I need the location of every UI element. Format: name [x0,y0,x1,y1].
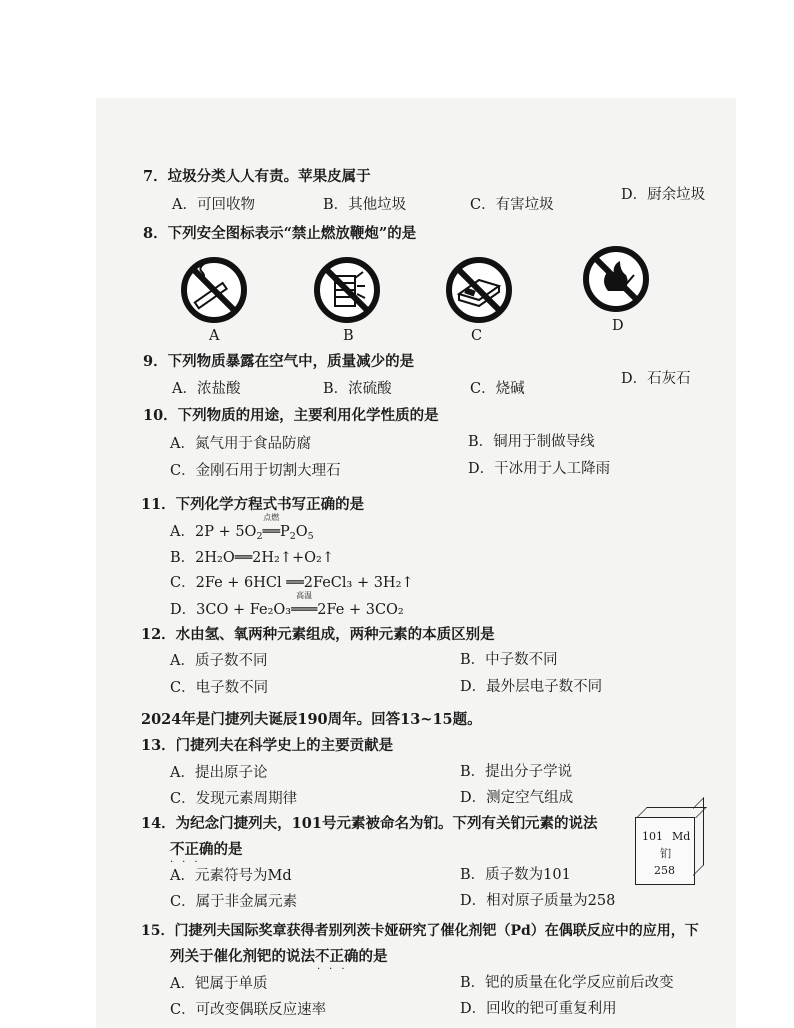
q8-label-c: C [471,328,483,344]
q10-option-a: A．氮气用于食品防腐 [170,436,311,452]
q9-stem: 9．下列物质暴露在空气中，质量减少的是 [143,353,415,370]
q11-d-condition: 高温 [296,591,313,600]
element-symbol: Md [672,830,691,843]
no-smoking-icon [180,256,248,324]
q11-option-b: B．2H₂O══2H₂↑+O₂↑ [170,550,335,566]
q15-option-a: A．钯属于单质 [170,976,268,992]
no-firecrackers-icon [313,256,381,324]
q13-option-b: B．提出分子学说 [460,764,573,780]
q11-a-condition: 点燃 [263,513,280,522]
q13-option-d: D．测定空气组成 [460,790,574,806]
q12-option-b: B．中子数不同 [460,652,558,668]
q11-stem: 11．下列化学方程式书写正确的是 [141,496,365,513]
q14-option-d: D．相对原子质量为258 [460,893,616,909]
q11-option-d: D．3CO + Fe₂O₃ 高温 ═══2Fe + 3CO₂ [170,591,404,618]
q12-option-d: D．最外层电子数不同 [460,679,603,695]
q9-option-c: C．烧碱 [470,381,525,397]
q15-option-d: D．回收的钯可重复利用 [460,1001,617,1017]
q11-option-a: A．$2P + 5O_2$ 点燃 $══P_2O_5$ [170,513,314,542]
q15-stem-line2: 列关于催化剂钯的说法不正确的是 [170,948,388,965]
element-card-md [635,817,695,885]
q10-option-b: B．铜用于制做导线 [468,434,595,450]
q9-option-d: D．石灰石 [621,371,691,387]
q8-stem: 8．下列安全图标表示“禁止燃放鞭炮”的是 [143,225,417,242]
q15-stem: 15．门捷列夫国际奖章获得者别列茨卡娅研究了催化剂钯（Pd）在偶联反应中的应用，下 [141,923,699,939]
no-open-flame-icon [582,245,650,313]
q7-option-b: B．其他垃圾 [323,197,407,213]
q15-option-c: C．可改变偶联反应速率 [170,1002,327,1018]
section-intro: 2024年是门捷列夫诞辰190周年。回答13~15题。 [141,711,482,728]
emphasis-dots-q15: ··· [317,964,354,975]
q14-option-c: C．属于非金属元素 [170,894,298,910]
q11-option-c: C．2Fe + 6HCl ══2FeCl₃ + 3H₂↑ [170,575,414,591]
q15-option-b: B．钯的质量在化学反应前后改变 [460,975,674,991]
q9-option-a: A．浓盐酸 [172,381,241,397]
q8-label-d: D [612,318,624,334]
q12-stem: 12．水由氢、氧两种元素组成，两种元素的本质区别是 [141,626,495,643]
q7-option-d: D．厨余垃圾 [621,187,706,203]
q14-option-b: B．质子数为101 [460,867,571,883]
q7-stem: 7．垃圾分类人人有责。苹果皮属于 [143,168,371,185]
element-mass: 258 [654,864,675,877]
q14-option-a: A．元素符号为Md [170,868,292,884]
q7-option-c: C．有害垃圾 [470,197,554,213]
q14-stem-emphasis: 不正确的是 [170,841,243,858]
element-name: 钔 [660,847,671,860]
q14-stem: 14．为纪念门捷列夫，101号元素被命名为钔。下列有关钔元素的说法 [141,815,598,832]
q8-label-a: A [209,328,220,344]
element-number: 101 [642,830,663,843]
q9-option-b: B．浓硫酸 [323,381,392,397]
no-stacking-icon [445,256,513,324]
q10-stem: 10．下列物质的用途，主要利用化学性质的是 [143,407,439,424]
q12-option-a: A．质子数不同 [170,653,268,669]
q12-option-c: C．电子数不同 [170,680,269,696]
q10-option-d: D．干冰用于人工降雨 [468,461,611,477]
q8-label-b: B [343,328,354,344]
q13-option-a: A．提出原子论 [170,765,268,781]
q13-stem: 13．门捷列夫在科学史上的主要贡献是 [141,737,394,754]
emphasis-dots: ··· [170,857,207,868]
q7-option-a: A．可回收物 [172,197,255,213]
q13-option-c: C．发现元素周期律 [170,791,298,807]
q10-option-c: C．金刚石用于切割大理石 [170,463,341,479]
